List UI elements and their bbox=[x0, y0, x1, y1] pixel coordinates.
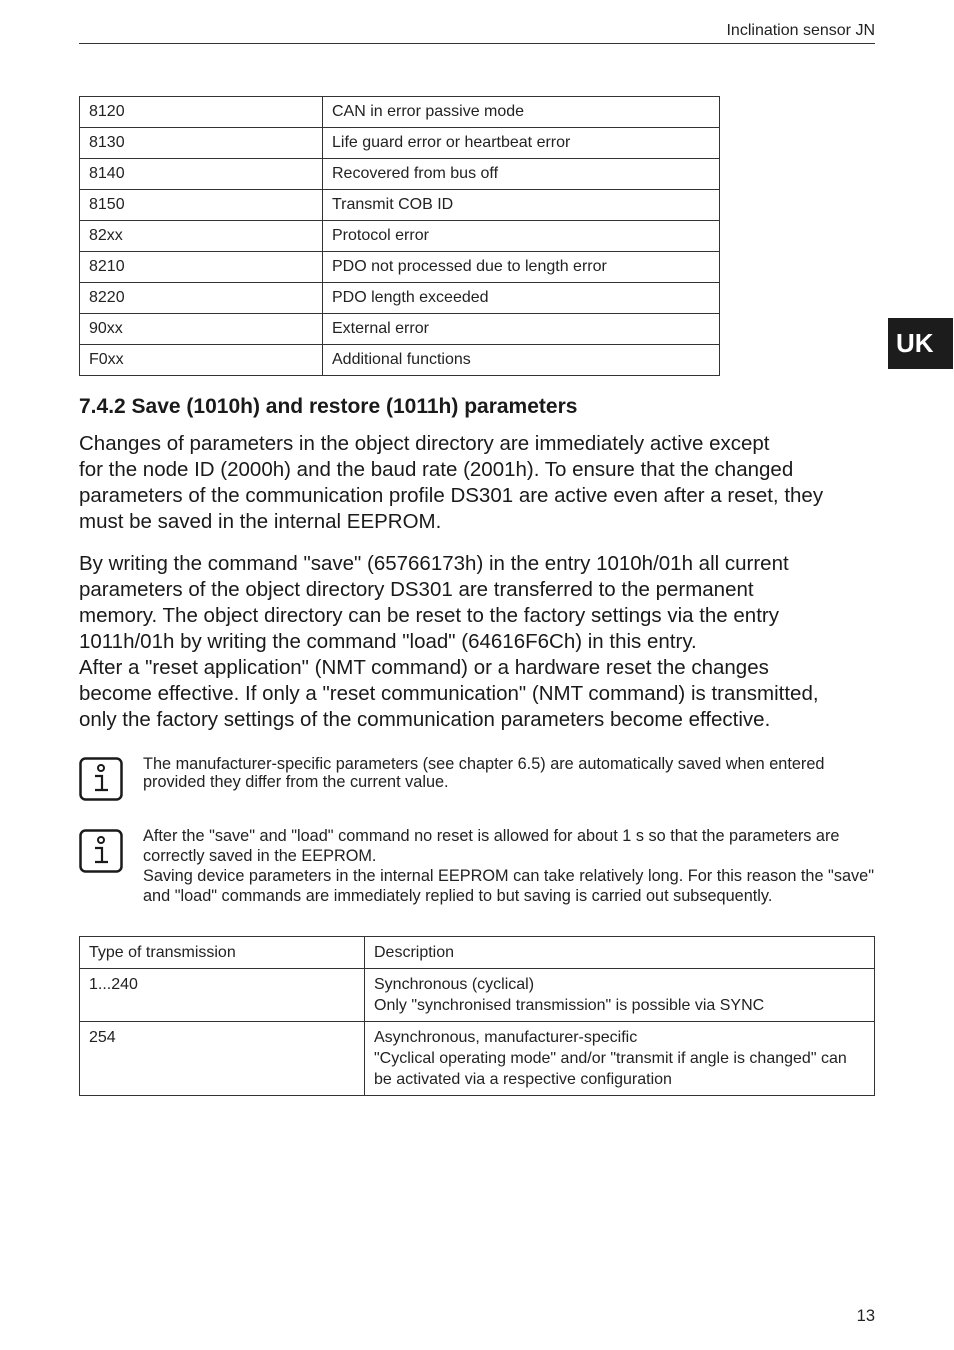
error-code: 8220 bbox=[80, 283, 323, 314]
error-code: 8210 bbox=[80, 252, 323, 283]
paragraph-line: parameters of the object directory DS301 are transferred to the permanent bbox=[79, 578, 754, 601]
description-line: Asynchronous, manufacturer-specific bbox=[374, 1029, 638, 1046]
transmission-type: 1...240 bbox=[80, 969, 365, 1022]
page-number: 13 bbox=[856, 1307, 875, 1325]
info-icon bbox=[79, 829, 123, 873]
running-header: Inclination sensor JN bbox=[726, 22, 875, 39]
transmission-description bbox=[365, 1022, 875, 1096]
error-description: PDO length exceeded bbox=[323, 283, 720, 314]
note-line: Saving device parameters in the internal EEPROM can take relatively long. For this reason the "save" bbox=[143, 867, 875, 885]
error-description: Recovered from bus off bbox=[323, 159, 720, 190]
info-icon bbox=[79, 757, 123, 801]
note-line: provided they differ from the current value. bbox=[143, 773, 449, 791]
note-text bbox=[143, 826, 883, 906]
table-row bbox=[80, 1022, 875, 1096]
paragraph-line: for the node ID (2000h) and the baud rate (2001h). To ensure that the changed bbox=[79, 458, 794, 481]
paragraph-line: become effective. If only a "reset communication" (NMT command) is transmitted, bbox=[79, 682, 819, 705]
body-paragraph bbox=[79, 551, 879, 733]
table-row bbox=[80, 190, 720, 221]
table-row bbox=[80, 128, 720, 159]
section-heading: 7.4.2 Save (1010h) and restore (1011h) parameters bbox=[79, 395, 578, 418]
paragraph-line: Changes of parameters in the object directory are immediately active except bbox=[79, 432, 770, 455]
error-description: Additional functions bbox=[323, 345, 720, 376]
transmission-type-table bbox=[79, 936, 875, 1096]
body-paragraph bbox=[79, 431, 879, 535]
error-description: PDO not processed due to length error bbox=[323, 252, 720, 283]
error-description: Transmit COB ID bbox=[323, 190, 720, 221]
description-line: "Cyclical operating mode" and/or "transmit if angle is changed" can bbox=[374, 1050, 847, 1067]
description-line: Synchronous (cyclical) bbox=[374, 976, 535, 993]
error-description: Protocol error bbox=[323, 221, 720, 252]
table-row bbox=[80, 283, 720, 314]
column-header: Type of transmission bbox=[80, 937, 365, 969]
table-row bbox=[80, 252, 720, 283]
error-code: F0xx bbox=[80, 345, 323, 376]
table-row bbox=[80, 314, 720, 345]
paragraph-line: memory. The object directory can be reset to the factory settings via the entry bbox=[79, 604, 779, 627]
table-row bbox=[80, 221, 720, 252]
error-description: Life guard error or heartbeat error bbox=[323, 128, 720, 159]
error-code: 8150 bbox=[80, 190, 323, 221]
error-code: 90xx bbox=[80, 314, 323, 345]
note-text bbox=[143, 755, 883, 791]
error-description: External error bbox=[323, 314, 720, 345]
paragraph-line: After a "reset application" (NMT command) or a hardware reset the changes bbox=[79, 656, 769, 679]
language-tab: UK bbox=[888, 318, 953, 369]
transmission-description bbox=[365, 969, 875, 1022]
transmission-type: 254 bbox=[80, 1022, 365, 1096]
error-code: 8130 bbox=[80, 128, 323, 159]
table-header-row bbox=[80, 937, 875, 969]
error-code: 82xx bbox=[80, 221, 323, 252]
note-line: correctly saved in the EEPROM. bbox=[143, 847, 377, 865]
table-row bbox=[80, 345, 720, 376]
note-line: The manufacturer-specific parameters (see chapter 6.5) are automatically saved when entered bbox=[143, 755, 825, 773]
error-code: 8140 bbox=[80, 159, 323, 190]
error-code-table bbox=[79, 96, 720, 376]
paragraph-line: must be saved in the internal EEPROM. bbox=[79, 510, 442, 533]
description-line: be activated via a respective configuration bbox=[374, 1071, 672, 1088]
table-row bbox=[80, 159, 720, 190]
description-line: Only "synchronised transmission" is possible via SYNC bbox=[374, 997, 765, 1014]
paragraph-line: By writing the command "save" (65766173h) in the entry 1010h/01h all current bbox=[79, 552, 789, 575]
paragraph-line: 1011h/01h by writing the command "load" (64616F6Ch) in this entry. bbox=[79, 630, 697, 653]
note-line: After the "save" and "load" command no reset is allowed for about 1 s so that the parameters are bbox=[143, 827, 840, 845]
error-description: CAN in error passive mode bbox=[323, 97, 720, 128]
error-code: 8120 bbox=[80, 97, 323, 128]
table-row bbox=[80, 97, 720, 128]
paragraph-line: parameters of the communication profile DS301 are active even after a reset, they bbox=[79, 484, 824, 507]
header-rule bbox=[79, 43, 875, 44]
column-header: Description bbox=[365, 937, 875, 969]
paragraph-line: only the factory settings of the communication parameters become effective. bbox=[79, 708, 771, 731]
note-line: and "load" commands are immediately replied to but saving is carried out subsequently. bbox=[143, 887, 773, 905]
table-row bbox=[80, 969, 875, 1022]
